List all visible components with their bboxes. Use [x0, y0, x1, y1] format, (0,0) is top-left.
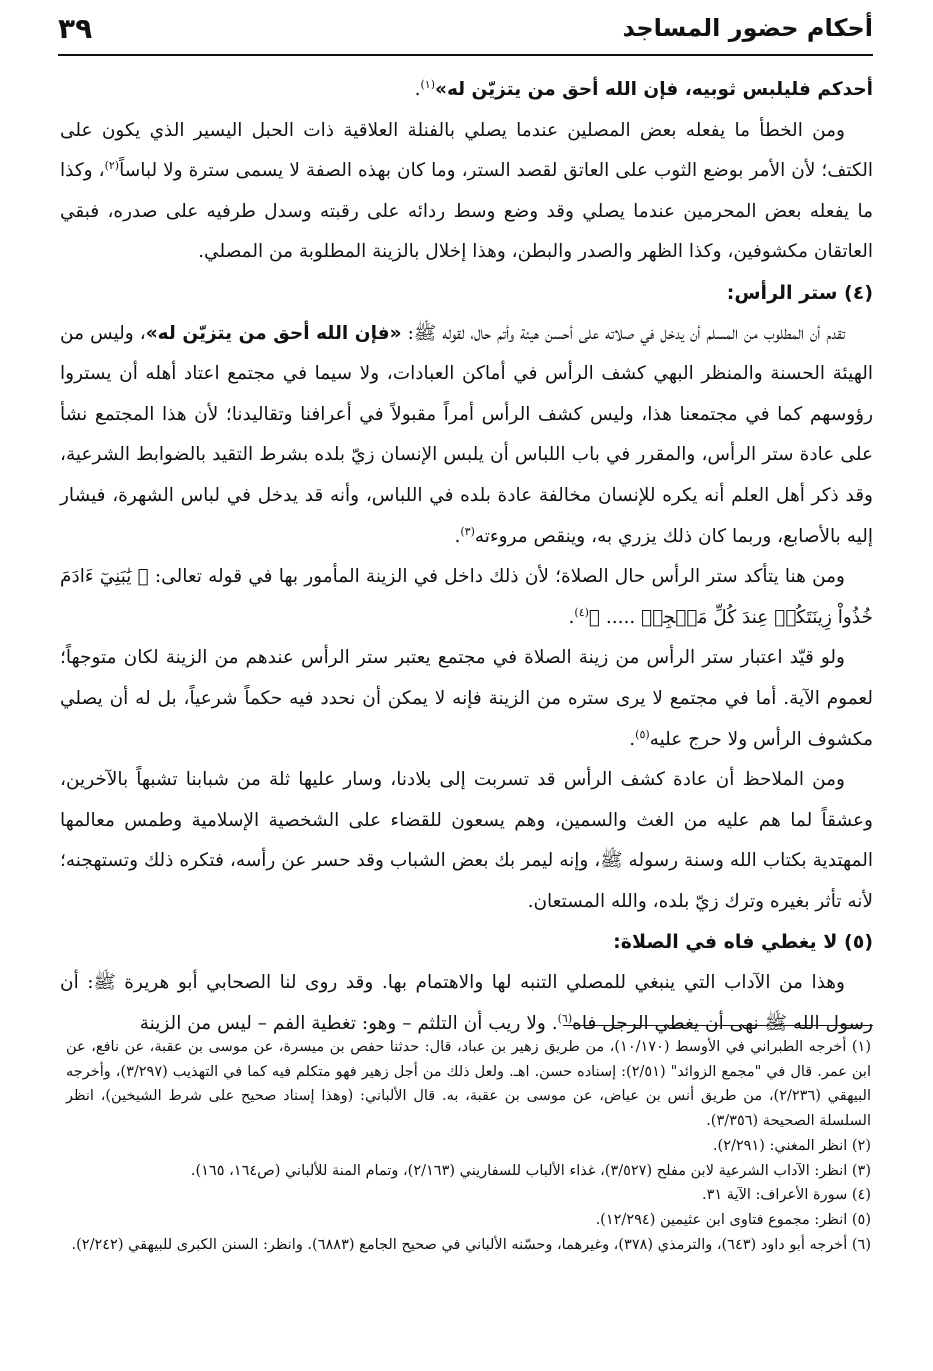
footnote-ref: (٦)	[557, 1011, 573, 1025]
text-run: .	[568, 606, 575, 628]
footnote-separator	[563, 1025, 873, 1026]
text-run: ومن الخطأ ما يفعله بعض المصلين عندما يصلي بالفنلة العلاقية ذات الحبل اليسير الذي يكون على الكتف؛ لأن الأمر بوضع الثوب على العاتق لقصد الستر، وما كان بهذه الصفة لا يسمى سترة ولا لباساً	[60, 119, 873, 182]
page-number: ٣٩	[58, 12, 93, 45]
text-run: ، وليس من الهيئة الحسنة والمنظر البهي كشف الرأس في أماكن العبادات، ولا سيما في مجتمع اعتاد أهله أن يستروا رؤوسهم كما في مجتمعنا هذا، وليس كشف الرأس أمراً مقبولاً في أعرافنا وتقاليدنا؛ لأن هذا المجتمع نشأ على عادة ستر الرأس، والمقرر في باب اللباس أن يلبس الإنسان زيّ بلده بشرط التقيد بالضوابط الشرعية، وقد ذكر أهل العلم أنه يكره للإنسان مخالفة عادة بلده في اللباس، وأنه قد يدخل في لباس الشهرة، فيشار إليه بالأصابع، وربما كان ذلك يزري به، وينقص مروءته	[60, 322, 873, 547]
footnote-2: (٢) انظر المغني: (٢/٢٩١).	[712, 1137, 871, 1154]
running-header	[58, 8, 873, 56]
paragraph	[60, 111, 873, 273]
book-title: أحكام حضور المساجد	[622, 14, 873, 42]
footnote-ref: (٤)	[574, 605, 589, 619]
text-run: .	[454, 525, 461, 547]
footnote-ref: (٥)	[635, 727, 650, 741]
footnote-6: (٦) أخرجه أبو داود (٦٤٣)، والترمذي (٣٧٨)، وغيرهما، وحسّنه الألباني في صحيح الجامع (٦٨٨٣). وانظر: السنن الكبرى للبيهقي (٢/٢٤٢).	[71, 1236, 871, 1253]
footnote-ref: (٣)	[460, 524, 475, 538]
text-run: ولو قيّد اعتبار ستر الرأس من زينة الصلاة في مجتمع يعتبر ستر الرأس عندهم من الزينة لكان متوجهاً؛ لعموم الآية. أما في مجتمع لا يرى ستره من الزينة فإنه لا يمكن أن نحدد فيه حكماً شرعياً، بل له أن يصلي مكشوف الرأس ولا حرج عليه	[60, 647, 873, 750]
main-text	[60, 70, 873, 1044]
text-run: ومن هنا يتأكد ستر الرأس حال الصلاة؛ لأن ذلك داخل في الزينة المأمور بها في قوله تعالى:	[148, 566, 845, 588]
paragraph	[60, 70, 873, 111]
paragraph	[60, 557, 873, 638]
section-heading: (٥) لا يغطي فاه في الصلاة:	[613, 931, 873, 954]
text-run: .	[414, 79, 421, 100]
text-run: .	[629, 728, 636, 750]
footnote-3: (٣) انظر: الآداب الشرعية لابن مفلح (٣/٥٢٧)، غذاء الألباب للسفاريني (٢/١٦٣)، وتمام المنة للألباني (ص١٦٤، ١٦٥).	[190, 1162, 871, 1179]
section-heading: (٤) ستر الرأس:	[726, 281, 873, 304]
footnote-4: (٤) سورة الأعراف: الآية ٣١.	[702, 1187, 871, 1204]
paragraph	[60, 314, 873, 558]
quran-verse: ﴿ يَٰبَنِيٓ ءَادَمَ خُذُواْ زِينَتَكُمۡ عِندَ كُلِّ مَسۡجِدٖ ..... ﴾	[60, 566, 873, 628]
footnote-ref: (٢)	[104, 159, 120, 173]
footnote-ref: (١)	[420, 77, 435, 91]
text-run: . ولا ريب أن التلثم – وهو: تغطية الفم – ليس من الزينة	[139, 1012, 558, 1034]
text-run: تقدم أن المطلوب من المسلم أن يدخل في صلاته على أحسن هيئة وأتم حال، لقوله ﷺ:	[401, 322, 846, 344]
paragraph	[60, 963, 873, 1044]
footnote-1: (١) أخرجه الطبراني في الأوسط (١٠/١٧٠)، من طريق زهير بن عباد، قال: حدثنا حفص بن ميسرة، عن موسى بن عقبة، عن نافع، عن ابن عمر. قال في "مجمع الزوائد" (٢/٥١): إسناده حسن. اهـ. ولعل ذلك من أجل زهير فهو متكلم فيه كما في التهذيب (٣/٢٩٧)، وأخرجه البيهقي (٢/٢٣٦)، من طريق أنس بن عياض، عن موسى بن عقبة، به. قال الألباني: (وهذا إسناد صحيح على شرط الشيخين)، انظر السلسلة الصحيحة (٣/٣٥٦).	[66, 1039, 872, 1130]
paragraph	[60, 638, 873, 760]
footnotes	[66, 1035, 871, 1257]
text-run: ، وكذا ما يفعله بعض المحرمين عندما يصلي وقد وضع وسط ردائه على رقبته وسدل طرفيه على صدره، فبقي العاتقان مكشوفين، وكذا الظهر والصدر والبطن، وهذا إخلال بالزينة المطلوبة من المصلي.	[60, 160, 873, 263]
text-run: وهذا من الآداب التي ينبغي للمصلي التنبه لها والاهتمام بها. وقد روى لنا الصحابي أبو هريرة ﷺ: أن رسول الله ﷺ نهى أن يغطي الرجل فاه	[60, 972, 873, 1034]
hadith-text: «فإن الله أحق من يتزيّن له»	[145, 322, 402, 344]
paragraph: ومن الملاحظ أن عادة كشف الرأس قد تسربت إلى بلادنا، وسار عليها ثلة من شبابنا تشبهاً بالآخرين، وعشقاً لما هم عليه من الغث والسمين، وهم يسعون للقضاء على الشخصية الإسلامية وطمس معالمها المهتدية بكتاب الله وسنة رسوله ﷺ، وإنه ليمر بك بعض الشباب وقد حسر عن رأسه، فتكره ذلك وتستهجنه؛ لأنه تأثر بغيره وترك زيّ بلده، والله المستعان.	[60, 769, 873, 912]
hadith-text: أحدكم فليلبس ثوبيه، فإن الله أحق من يتزيّن له»	[435, 79, 873, 100]
footnote-5: (٥) انظر: مجموع فتاوى ابن عثيمين (١٢/٢٩٤).	[595, 1211, 871, 1228]
